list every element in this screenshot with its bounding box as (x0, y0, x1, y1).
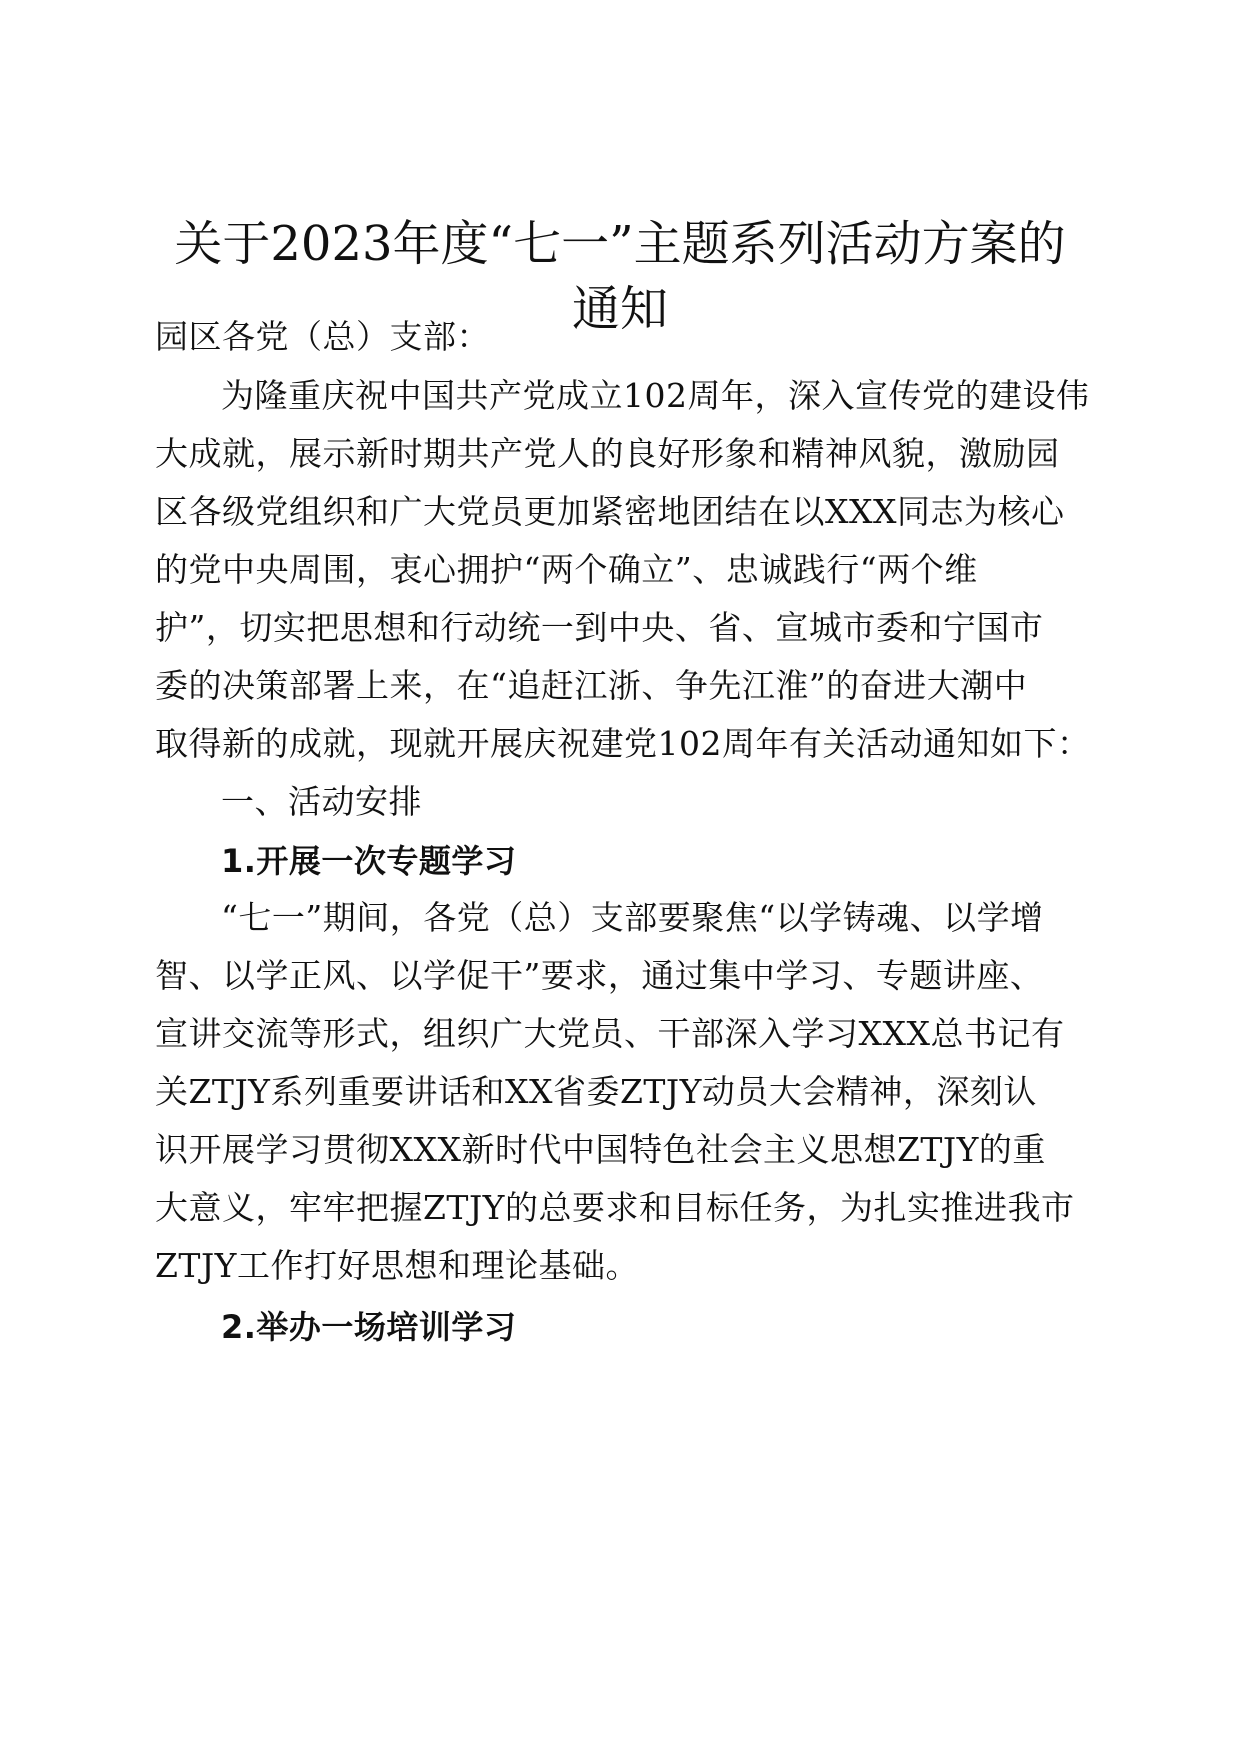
document-title-line-2: 通知 (571, 281, 668, 337)
item1-line: 识开展学习贯彻XXX新时代中国特色社会主义思想ZTJY的重 (155, 1130, 1046, 1169)
intro-line: 的党中央周围，衷心拥护“两个确立”、忠诚践行“两个维 (155, 550, 978, 589)
intro-line: 取得新的成就，现就开展庆祝建党102周年有关活动通知如下： (155, 724, 1091, 763)
item-heading: 1.开展一次专题学习 (221, 842, 517, 880)
section-heading: 一、活动安排 (221, 782, 422, 821)
item1-line: 大意义，牢牢把握ZTJY的总要求和目标任务，为扎实推进我市 (155, 1188, 1075, 1227)
intro-line: 为隆重庆祝中国共产党成立102周年，深入宣传党的建设伟 (221, 376, 1090, 415)
item1-line: 关ZTJY系列重要讲话和XX省委ZTJY动员大会精神，深刻认 (155, 1072, 1037, 1111)
intro-line: 委的决策部署上来，在“追赶江浙、争先江淮”的奋进大潮中 (155, 666, 1028, 705)
intro-line: 区各级党组织和广大党员更加紧密地团结在以XXX同志为核心 (155, 492, 1065, 531)
item1-line: “七一”期间，各党（总）支部要聚焦“以学铸魂、以学增 (221, 898, 1044, 937)
intro-line: 护”，切实把思想和行动统一到中央、省、宣城市委和宁国市 (155, 608, 1044, 647)
item1-line: 宣讲交流等形式，组织广大党员、干部深入学习XXX总书记有 (155, 1014, 1065, 1053)
intro-line: 大成就，展示新时期共产党人的良好形象和精神风貌，激励园 (155, 434, 1060, 473)
item1-line: 智、以学正风、以学促干”要求，通过集中学习、专题讲座、 (155, 956, 1044, 995)
document-title-line-1: 关于2023年度“七一”主题系列活动方案的 (174, 216, 1066, 272)
item-heading: 2.举办一场培训学习 (221, 1308, 517, 1346)
salutation: 园区各党（总）支部： (155, 317, 490, 356)
item1-line: ZTJY工作打好思想和理论基础。 (155, 1246, 639, 1285)
